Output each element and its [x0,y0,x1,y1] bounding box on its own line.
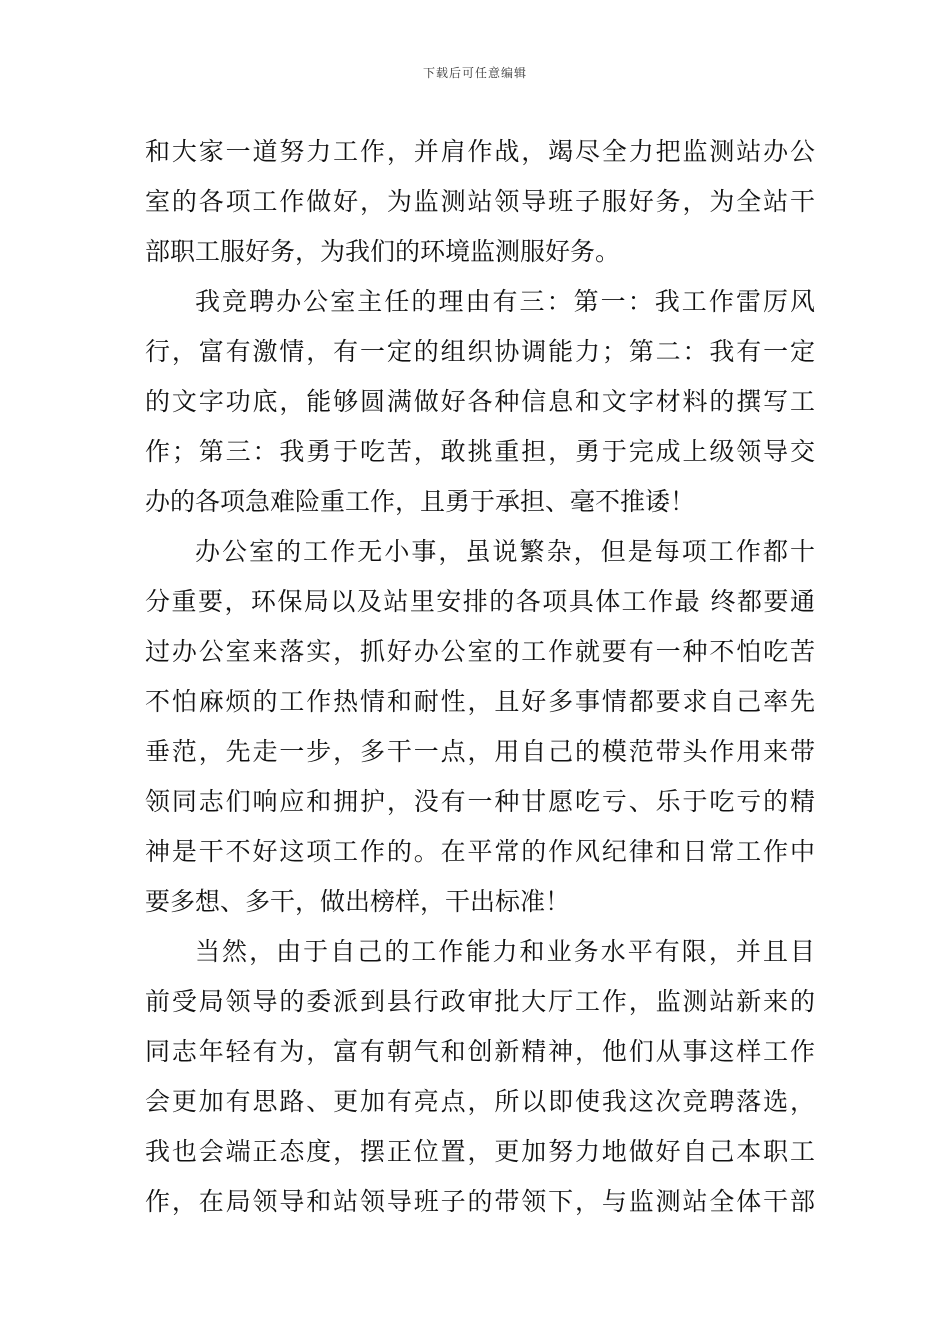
text-line: 的文字功底，能够圆满做好各种信息和文字材料的撰写工 [145,387,815,416]
text-line: 不怕麻烦的工作热情和耐性，且好多事情都要求自己率先 [145,687,815,716]
text-line: 要多想、多干，做出榜样，干出标准！ [145,887,571,916]
text-line: 我也会端正态度，摆正位置，更加努力地做好自己本职工 [145,1137,815,1166]
text-line: 作；第三：我勇于吃苦，敢挑重担，勇于完成上级领导交 [145,437,815,466]
paragraph [145,927,815,1227]
text-line: 和大家一道努力工作，并肩作战，竭尽全力把监测站办公 [145,137,815,166]
text-line: 当然，由于自己的工作能力和业务水平有限，并且目 [195,937,815,966]
text-line: 领同志们响应和拥护，没有一种甘愿吃亏、乐于吃亏的精 [145,787,815,816]
text-line: 前受局领导的委派到县行政审批大厅工作，监测站新来的 [145,987,815,1016]
text-line: 行，富有激情，有一定的组织协调能力；第二：我有一定 [145,337,815,366]
text-line: 同志年轻有为，富有朝气和创新精神，他们从事这样工作 [145,1037,815,1066]
text-line: 室的各项工作做好，为监测站领导班子服好务，为全站干 [145,187,815,216]
text-line: 垂范，先走一步，多干一点，用自己的模范带头作用来带 [145,737,815,766]
paragraph [145,277,815,527]
text-line: 我竞聘办公室主任的理由有三：第一：我工作雷厉风 [195,287,815,316]
text-line: 作，在局领导和站领导班子的带领下，与监测站全体干部 [145,1187,815,1216]
text-line: 过办公室来落实，抓好办公室的工作就要有一种不怕吃苦 [145,637,815,666]
page-header: 下载后可任意编辑 [422,66,527,80]
text-line: 部职工服好务，为我们的环境监测服好务。 [145,237,621,266]
text-line: 神是干不好这项工作的。在平常的作风纪律和日常工作中 [145,837,815,866]
paragraph [145,127,815,277]
text-line: 办公室的工作无小事，虽说繁杂，但是每项工作都十 [195,537,815,566]
text-line: 办的各项急难险重工作，且勇于承担、毫不推诿！ [145,487,696,516]
text-line: 会更加有思路、更加有亮点，所以即使我这次竞聘落选， [145,1087,815,1116]
text-line: 分重要，环保局以及站里安排的各项具体工作最 终都要通 [145,587,815,616]
document-body [145,127,815,1227]
paragraph [145,527,815,927]
